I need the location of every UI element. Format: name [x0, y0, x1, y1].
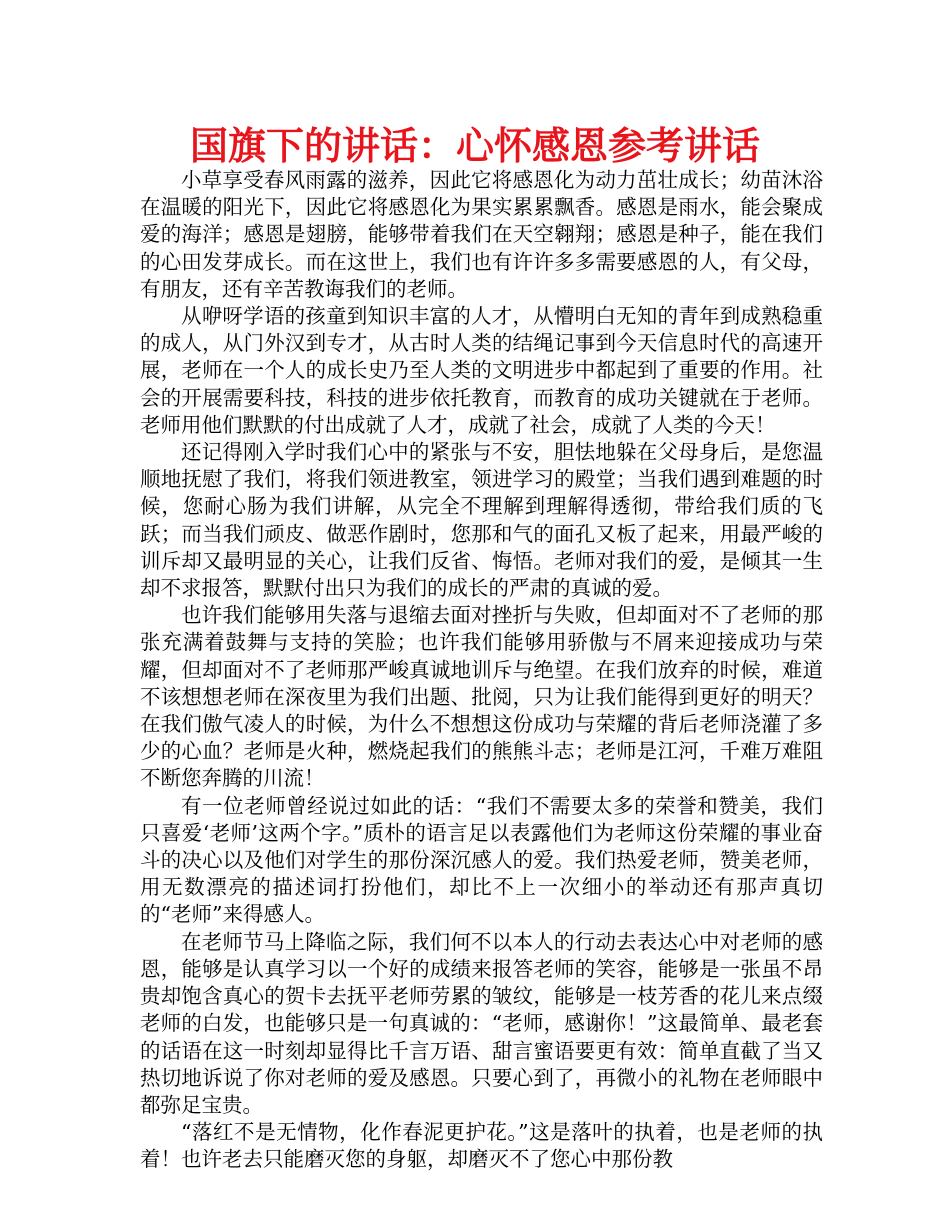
paragraph: “落红不是无情物，化作春泥更护花。”这是落叶的执着，也是老师的执着！也许老去只能磨灭您的身躯，却磨灭不了您心中那份教	[140, 1120, 823, 1172]
paragraph: 也许我们能够用失落与退缩去面对挫折与失败，但却面对不了老师的那张充满着鼓舞与支持的笑脸；也许我们能够用骄傲与不屑来迎接成功与荣耀，但却面对不了老师那严峻真诚地训斥与绝望。在我们放弃的时候，难道不该想想老师在深夜里为我们出题、批阅，只为让我们能得到更好的明天？在我们傲气凌人的时候，为什么不想想这份成功与荣耀的背后老师浇灌了多少的心血？老师是火种，燃烧起我们的熊熊斗志；老师是江河，千难万难阻不断您奔腾的川流！	[140, 603, 823, 791]
paragraph: 有一位老师曾经说过如此的话：“我们不需要太多的荣誉和赞美，我们只喜爱‘老师’这两个字。”质朴的语言足以表露他们为老师这份荣耀的事业奋斗的决心以及他们对学生的那份深沉感人的爱。我们热爱老师，赞美老师，用无数漂亮的描述词打扮他们，却比不上一次细小的举动还有那声真切的“老师”来得感人。	[140, 793, 823, 927]
paragraph: 在老师节马上降临之际，我们何不以本人的行动去表达心中对老师的感恩，能够是认真学习以一个好的成绩来报答老师的笑容，能够是一张虽不昂贵却饱含真心的贺卡去抚平老师劳累的皱纹，能够是一枝芳香的花儿来点缀老师的白发，也能够只是一句真诚的：“老师，感谢你！”这最简单、最老套的话语在这一时刻却显得比千言万语、甜言蜜语要更有效：简单直截了当又热切地诉说了你对老师的爱及感恩。只要心到了，再微小的礼物在老师眼中都弥足宝贵。	[140, 929, 823, 1117]
paragraph: 小草享受春风雨露的滋养，因此它将感恩化为动力茁壮成长；幼苗沐浴在温暖的阳光下，因此它将感恩化为果实累累飘香。感恩是雨水，能会聚成爱的海洋；感恩是翅膀，能够带着我们在天空翱翔；感恩是种子，能在我们的心田发芽成长。而在这世上，我们也有许许多多需要感恩的人，有父母，有朋友，还有辛苦教诲我们的老师。	[140, 168, 823, 301]
paragraph: 还记得刚入学时我们心中的紧张与不安，胆怯地躲在父母身后，是您温顺地抚慰了我们，将我们领进教室，领进学习的殿堂；当我们遇到难题的时候，您耐心肠为我们讲解，从完全不理解到理解得透彻，带给我们质的飞跃；而当我们顽皮、做恶作剧时，您那和气的面孔又板了起来，用最严峻的训斥却又最明显的关心，让我们反省、悔悟。老师对我们的爱，是倾其一生却不求报答，默默付出只为我们的成长的严肃的真诚的爱。	[140, 440, 823, 601]
document-body	[140, 167, 823, 1174]
paragraph: 从咿呀学语的孩童到知识丰富的人才，从懵明白无知的青年到成熟稳重的成人，从门外汉到专才，从古时人类的结绳记事到今天信息时代的高速开展，老师在一个人的成长史乃至人类的文明进步中都起到了重要的作用。社会的开展需要科技，科技的进步依托教育，而教育的成功关键就在于老师。老师用他们默默的付出成就了人才，成就了社会，成就了人类的今天！	[140, 304, 823, 437]
document-title: 国旗下的讲话：心怀感恩参考讲话	[189, 124, 760, 168]
